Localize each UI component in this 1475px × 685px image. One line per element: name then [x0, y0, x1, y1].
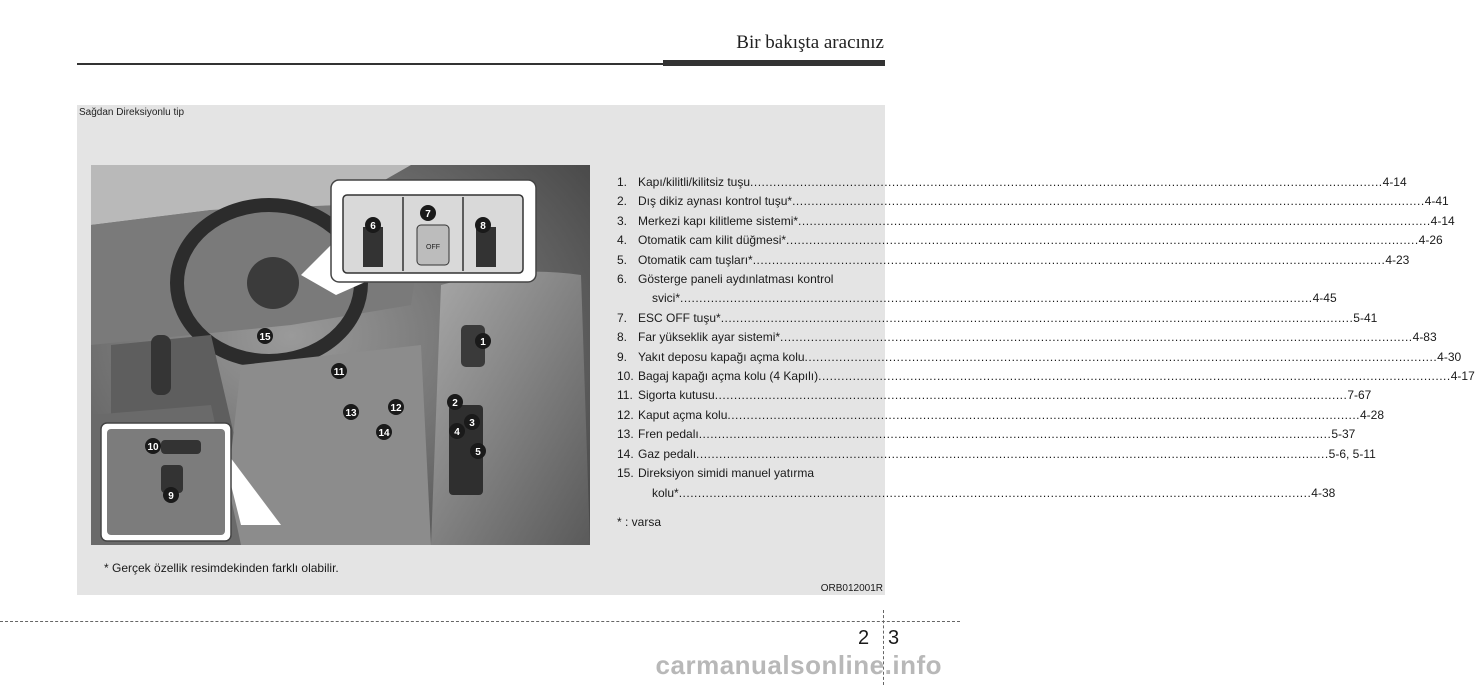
item-text: Dış dikiz aynası kontrol tuşu*: [638, 194, 793, 209]
trunk-release-lever: [161, 440, 201, 454]
item-number: 13.: [617, 427, 634, 442]
watermark: carmanualsonline.info: [655, 650, 942, 680]
item-number: 3.: [617, 213, 628, 228]
item-number: 2.: [617, 194, 628, 209]
footer-rule: [0, 621, 960, 622]
gear-shifter: [151, 335, 171, 395]
callout-8-label: 8: [480, 221, 486, 232]
leader-dots: [699, 425, 1332, 444]
list-item: [617, 367, 1475, 386]
list-item: [617, 425, 1356, 444]
item-page: 4-41: [1424, 194, 1449, 209]
item-page: 4-23: [1385, 252, 1410, 267]
item-number: 8.: [617, 330, 628, 345]
item-text: Merkezi kapı kilitleme sistemi*: [638, 213, 799, 228]
feature-list: [617, 173, 1475, 503]
callout-5-label: 5: [475, 447, 481, 458]
item-page: 4-26: [1418, 233, 1443, 248]
leader-dots: [798, 212, 1431, 231]
item-page: 4-83: [1412, 330, 1437, 345]
list-item: [617, 406, 1385, 425]
list-item: [617, 464, 1336, 503]
leader-dots: [792, 192, 1425, 211]
callout-14-label: 14: [378, 428, 390, 439]
leader-dots: [715, 386, 1348, 405]
list-item: [617, 212, 1455, 231]
item-number: 12.: [617, 407, 634, 422]
callout-7-label: 7: [425, 209, 431, 220]
item-number: 6.: [617, 272, 628, 287]
list-item: [617, 231, 1443, 250]
callout-1-label: 1: [480, 337, 486, 348]
figure-code: ORB012001R: [820, 583, 883, 594]
item-number: 10.: [617, 369, 634, 384]
cockpit-photo: [91, 165, 590, 545]
callout-15-label: 15: [259, 332, 271, 343]
header-title: Bir bakışta aracınız: [736, 32, 884, 53]
item-text: Gaz pedalı: [638, 446, 697, 461]
chapter-number: 2: [858, 627, 870, 649]
item-text: Yakıt deposu kapağı açma kolu: [638, 349, 805, 364]
item-text: Gösterge paneli aydınlatması kontrol: [638, 272, 834, 287]
item-page: 5-41: [1353, 310, 1378, 325]
leader-dots: [805, 348, 1438, 367]
leader-dots: [818, 367, 1451, 386]
callout-10-label: 10: [147, 442, 159, 453]
leader-dots: [753, 251, 1386, 270]
item-page: 4-45: [1312, 291, 1337, 306]
item-number: 14.: [617, 446, 634, 461]
item-text: Otomatik cam tuşları*: [638, 252, 753, 267]
steering-hub: [247, 257, 299, 309]
headlamp-leveling-wheel: [476, 227, 496, 267]
callout-9-label: 9: [168, 491, 174, 502]
list-item: [617, 445, 1376, 464]
availability-note: * : varsa: [617, 515, 662, 529]
item-number: 5.: [617, 252, 628, 267]
item-text: Sigorta kutusu: [638, 388, 715, 403]
item-text: Bagaj kapağı açma kolu (4 Kapılı): [638, 369, 819, 384]
item-text: Direksiyon simidi manuel yatırma: [638, 466, 815, 481]
item-text: Far yükseklik ayar sistemi*: [638, 330, 781, 345]
item-number: 15.: [617, 466, 634, 481]
callout-6-label: 6: [370, 221, 376, 232]
item-text-continued: kolu*: [652, 485, 679, 500]
item-page: 5-37: [1331, 427, 1356, 442]
item-page: 4-14: [1430, 213, 1455, 228]
item-text: Kaput açma kolu: [638, 407, 728, 422]
item-text: Fren pedalı: [638, 427, 699, 442]
item-text: Otomatik cam kilit düğmesi*: [638, 233, 787, 248]
panel-label: Sağdan Direksiyonlu tip: [79, 107, 185, 118]
item-page: 4-38: [1311, 485, 1336, 500]
item-text-continued: svici*: [652, 291, 681, 306]
leader-dots: [727, 406, 1360, 425]
figure-panel: [77, 105, 1475, 595]
callout-3-label: 3: [469, 418, 475, 429]
item-page: 7-67: [1347, 388, 1372, 403]
item-number: 7.: [617, 310, 628, 325]
callout-2-label: 2: [452, 398, 458, 409]
leader-dots: [679, 484, 1312, 503]
callout-4-label: 4: [454, 427, 460, 438]
item-number: 1.: [617, 175, 628, 189]
item-number: 11.: [617, 388, 633, 403]
item-page: 5-6, 5-11: [1328, 446, 1376, 461]
leader-dots: [696, 445, 1329, 464]
item-text: ESC OFF tuşu*: [638, 310, 721, 325]
item-page: 4-17: [1450, 369, 1475, 384]
leader-dots: [786, 231, 1419, 250]
list-item: [617, 309, 1378, 328]
item-page: 4-30: [1437, 349, 1462, 364]
list-item: [617, 173, 1407, 192]
item-text: Kapı/kilitli/kilitsiz tuşu: [638, 175, 751, 189]
leader-dots: [721, 309, 1354, 328]
esc-off-label: OFF: [426, 244, 440, 251]
list-item: [617, 386, 1372, 405]
list-item: [617, 328, 1437, 347]
list-item: [617, 270, 1337, 309]
leader-dots: [680, 289, 1313, 308]
list-item: [617, 192, 1449, 211]
list-item: [617, 251, 1410, 270]
item-page: 4-14: [1382, 175, 1407, 189]
leader-dots: [750, 173, 1383, 192]
list-item: [617, 348, 1462, 367]
item-number: 4.: [617, 233, 628, 248]
header-bar: [663, 60, 885, 66]
header-rule: [77, 63, 663, 65]
item-page: 4-28: [1360, 407, 1385, 422]
callout-12-label: 12: [390, 403, 402, 414]
disclaimer: * Gerçek özellik resimdekinden farklı olabilir.: [104, 561, 339, 575]
callout-13-label: 13: [345, 408, 357, 419]
item-number: 9.: [617, 349, 628, 364]
leader-dots: [780, 328, 1413, 347]
callout-11-label: 11: [333, 367, 345, 378]
page-number: 3: [888, 627, 900, 649]
